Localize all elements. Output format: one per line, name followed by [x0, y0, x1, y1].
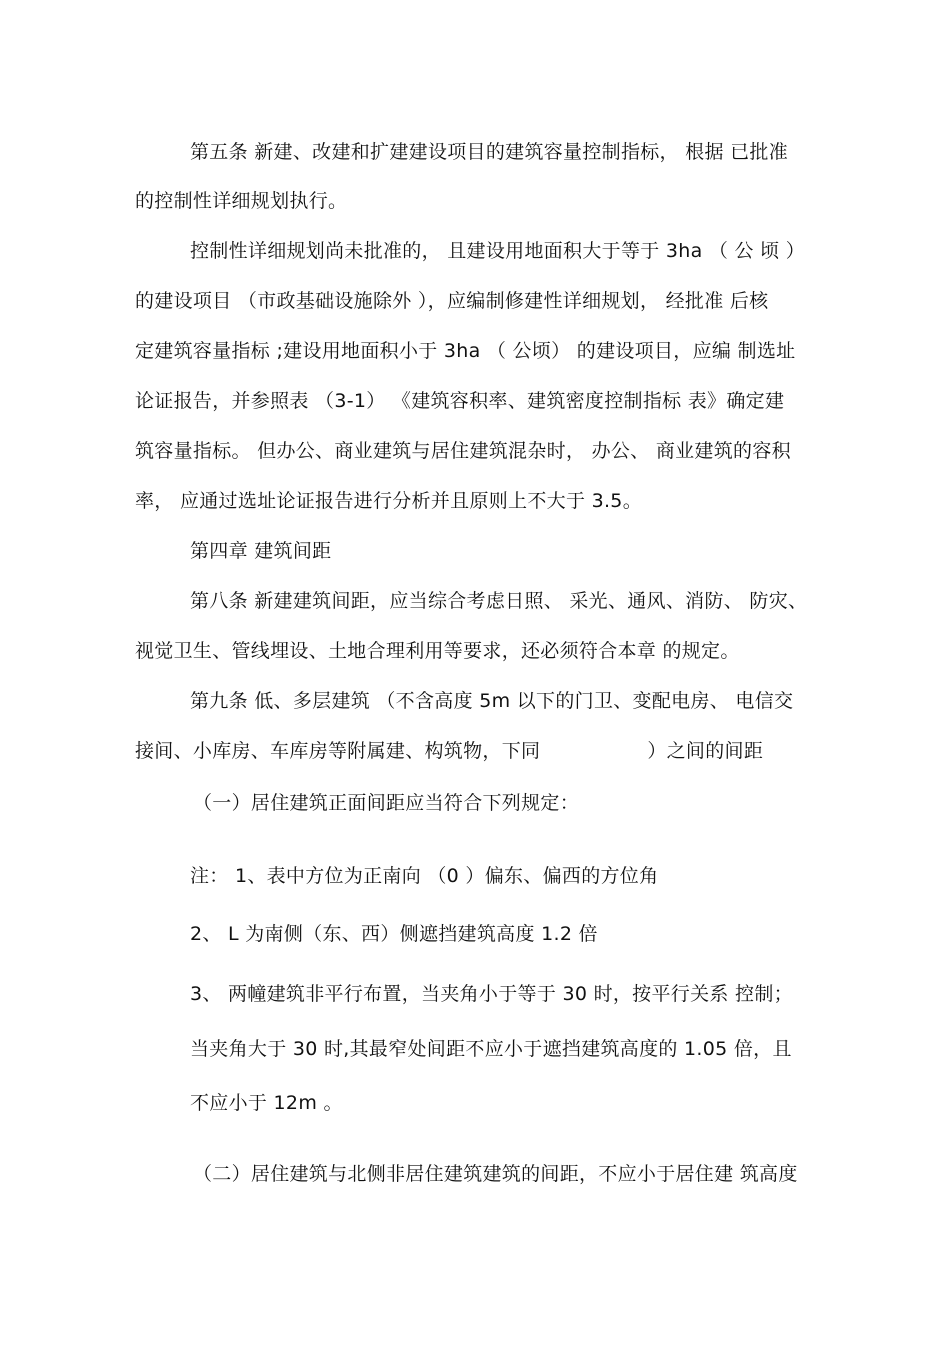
- paragraph-line-1: 控制性详细规划尚未批准的， 且建设用地面积大于等于 3ha （ 公 顷 ）: [190, 240, 806, 262]
- paragraph-line-2: 的建设项目 （市政基础设施除外 ），应编制修建性详细规划， 经批准 后核: [135, 290, 769, 312]
- paragraph-line-4: 论证报告，并参照表 （3-1） 《建筑容积率、建筑密度控制指标 表》确定建: [135, 390, 785, 412]
- paragraph-line-6: 率， 应通过选址论证报告进行分析并且原则上不大于 3.5。: [135, 490, 642, 512]
- note-2: 2、 L 为南侧（东、西）侧遮挡建筑高度 1.2 倍: [190, 923, 598, 945]
- note-3-line-2: 当夹角大于 30 时,其最窄处间距不应小于遮挡建筑高度的 1.05 倍，且: [190, 1038, 792, 1060]
- note-3-line-1: 3、 两幢建筑非平行布置，当夹角小于等于 30 时，按平行关系 控制；: [190, 983, 793, 1005]
- article-9-line-2: [135, 739, 763, 763]
- article-8-line-1: 第八条 新建建筑间距，应当综合考虑日照、 采光、通风、消防、 防灾、: [190, 590, 808, 612]
- article-9-line-1: 第九条 低、多层建筑 （不含高度 5m 以下的门卫、变配电房、 电信交: [190, 690, 794, 712]
- article-5-line-2: 的控制性详细规划执行。: [135, 190, 348, 212]
- clause-2-line-1: （二）居住建筑与北侧非居住建筑建筑的间距，不应小于居住建 筑高度: [193, 1163, 798, 1185]
- note-1: 注： 1、表中方位为正南向 （0 ）偏东、偏西的方位角: [190, 865, 659, 887]
- chapter-4-heading: 第四章 建筑间距: [190, 540, 332, 562]
- article-9-line-2-end: ）之间的间距: [647, 740, 764, 762]
- article-5-line-1: 第五条 新建、改建和扩建建设项目的建筑容量控制指标， 根据 已批准: [190, 141, 789, 163]
- paragraph-line-3: 定建筑容量指标 ;建设用地面积小于 3ha （ 公顷） 的建设项目，应编 制选址: [135, 340, 796, 362]
- article-8-line-2: 视觉卫生、管线埋设、土地合理利用等要求，还必须符合本章 的规定。: [135, 640, 740, 662]
- paragraph-line-5: 筑容量指标。 但办公、商业建筑与居住建筑混杂时， 办公、 商业建筑的容积: [135, 440, 791, 462]
- article-9-line-2-start: 接间、小库房、车库房等附属建、构筑物，下同: [135, 740, 541, 762]
- clause-1-heading: （一）居住建筑正面间距应当符合下列规定：: [193, 792, 580, 814]
- note-3-line-3: 不应小于 12m 。: [190, 1092, 343, 1114]
